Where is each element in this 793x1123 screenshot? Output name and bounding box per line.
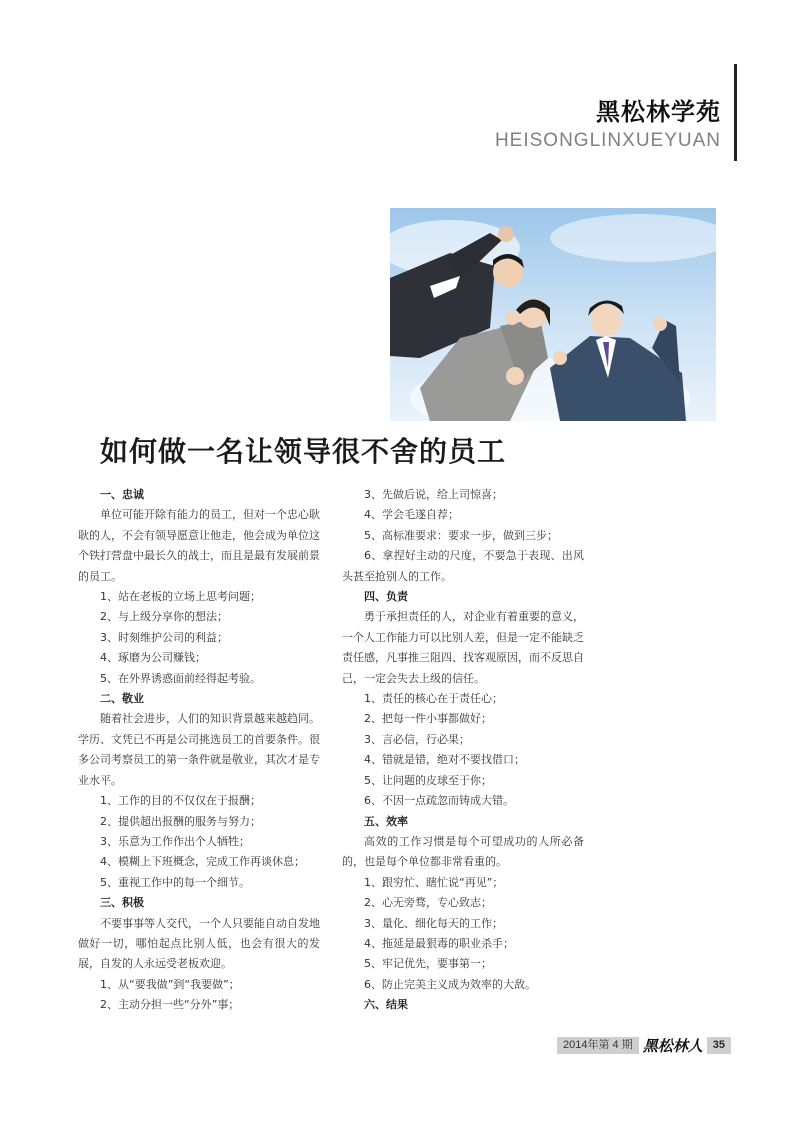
list-item: 6、防止完美主义成为效率的大敌。	[364, 977, 536, 991]
list-item: 4、琢磨为公司赚钱；	[100, 651, 206, 665]
paragraph: 勇于承担责任的人，对企业有着重要的意义，一个人工作能力可以比别人差，但是一定不能缺乏责任感，凡事推三阻四、找客观原因，而不反思自己，一定会失去上级的信任。	[342, 610, 584, 685]
list-item: 4、错就是错，绝对不要找借口；	[364, 753, 525, 767]
article-title: 如何做一名让领导很不舍的员工	[100, 435, 507, 468]
list-item: 2、把每一件小事都做好；	[364, 712, 492, 726]
list-item: 1、责任的核心在于责任心；	[364, 692, 503, 706]
list-item: 3、先做后说，给上司惊喜；	[364, 488, 503, 501]
section-title: 黑松林学苑	[596, 98, 721, 126]
list-item: 1、从“要我做”到“我要做”；	[100, 977, 240, 991]
list-item: 5、重视工作中的每一个细节。	[100, 875, 250, 889]
list-item: 4、拖延是最狠毒的职业杀手；	[364, 936, 514, 950]
list-item: 2、提供超出报酬的服务与努力；	[100, 814, 261, 828]
list-item: 4、学会毛遂自荐；	[364, 508, 459, 522]
article-photo	[390, 208, 716, 421]
page-number: 35	[707, 1037, 731, 1054]
list-item: 5、在外界诱惑面前经得起考验。	[100, 671, 261, 685]
paragraph: 不要事事等人交代，一个人只要能自动自发地做好一切，哪怕起点比别人低，也会有很大的发展，自发的人永远受老板欢迎。	[78, 916, 320, 971]
list-item: 2、主动分担一些“分外”事；	[100, 998, 240, 1012]
section-heading: 三、积极	[100, 896, 144, 910]
list-item: 5、让问题的皮球至于你；	[364, 773, 492, 787]
magazine-logo: 黑松林人	[642, 1037, 703, 1055]
list-item: 2、与上级分享你的想法；	[100, 610, 228, 624]
list-item: 3、量化、细化每天的工作；	[364, 916, 503, 930]
section-subtitle: HEISONGLINXUEYUAN	[494, 130, 721, 151]
section-heading: 四、负责	[364, 590, 408, 604]
right-column	[342, 485, 584, 1016]
list-item: 5、牢记优先，要事第一；	[364, 957, 492, 971]
list-item: 2、心无旁骛，专心致志；	[364, 896, 492, 910]
section-heading: 六、结果	[364, 998, 408, 1012]
section-heading: 五、效率	[364, 814, 408, 828]
header-rule	[734, 64, 737, 161]
page-footer	[557, 1037, 771, 1054]
list-item: 4、模糊上下班概念，完成工作再谈休息；	[100, 855, 305, 869]
list-item: 3、言必信，行必果；	[364, 732, 470, 746]
paragraph: 6、拿捏好主动的尺度，不要急于表现、出风头甚至抢别人的工作。	[342, 549, 584, 583]
list-item: 3、时刻维护公司的利益；	[100, 630, 228, 644]
list-item: 1、站在老板的立场上思考问题；	[100, 590, 261, 604]
list-item: 3、乐意为工作作出个人牺牲；	[100, 834, 250, 848]
list-item: 1、工作的目的不仅仅在于报酬；	[100, 794, 261, 808]
list-item: 5、高标准要求：要求一步，做到三步；	[364, 528, 558, 542]
section-heading: 一、忠诚	[100, 488, 144, 501]
list-item: 6、不因一点疏忽而铸成大错。	[364, 794, 514, 808]
paragraph: 单位可能开除有能力的员工，但对一个忠心耿耿的人，不会有领导愿意让他走，他会成为单位这个铁打营盘中最长久的战士，而且是最有发展前景的员工。	[78, 508, 320, 583]
issue-label: 2014年第 4 期	[557, 1037, 639, 1054]
section-heading: 二、敬业	[100, 692, 144, 706]
left-column	[78, 485, 320, 1016]
paragraph: 随着社会进步，人们的知识背景越来越趋同。学历、文凭已不再是公司挑选员工的首要条件。很多公司考察员工的第一条件就是敬业，其次才是专业水平。	[78, 712, 320, 787]
paragraph: 高效的工作习惯是每个可望成功的人所必备的，也是每个单位都非常看重的。	[342, 834, 584, 869]
business-team-photo	[390, 208, 716, 421]
list-item: 1、跟穷忙、瞎忙说“再见”；	[364, 875, 504, 889]
